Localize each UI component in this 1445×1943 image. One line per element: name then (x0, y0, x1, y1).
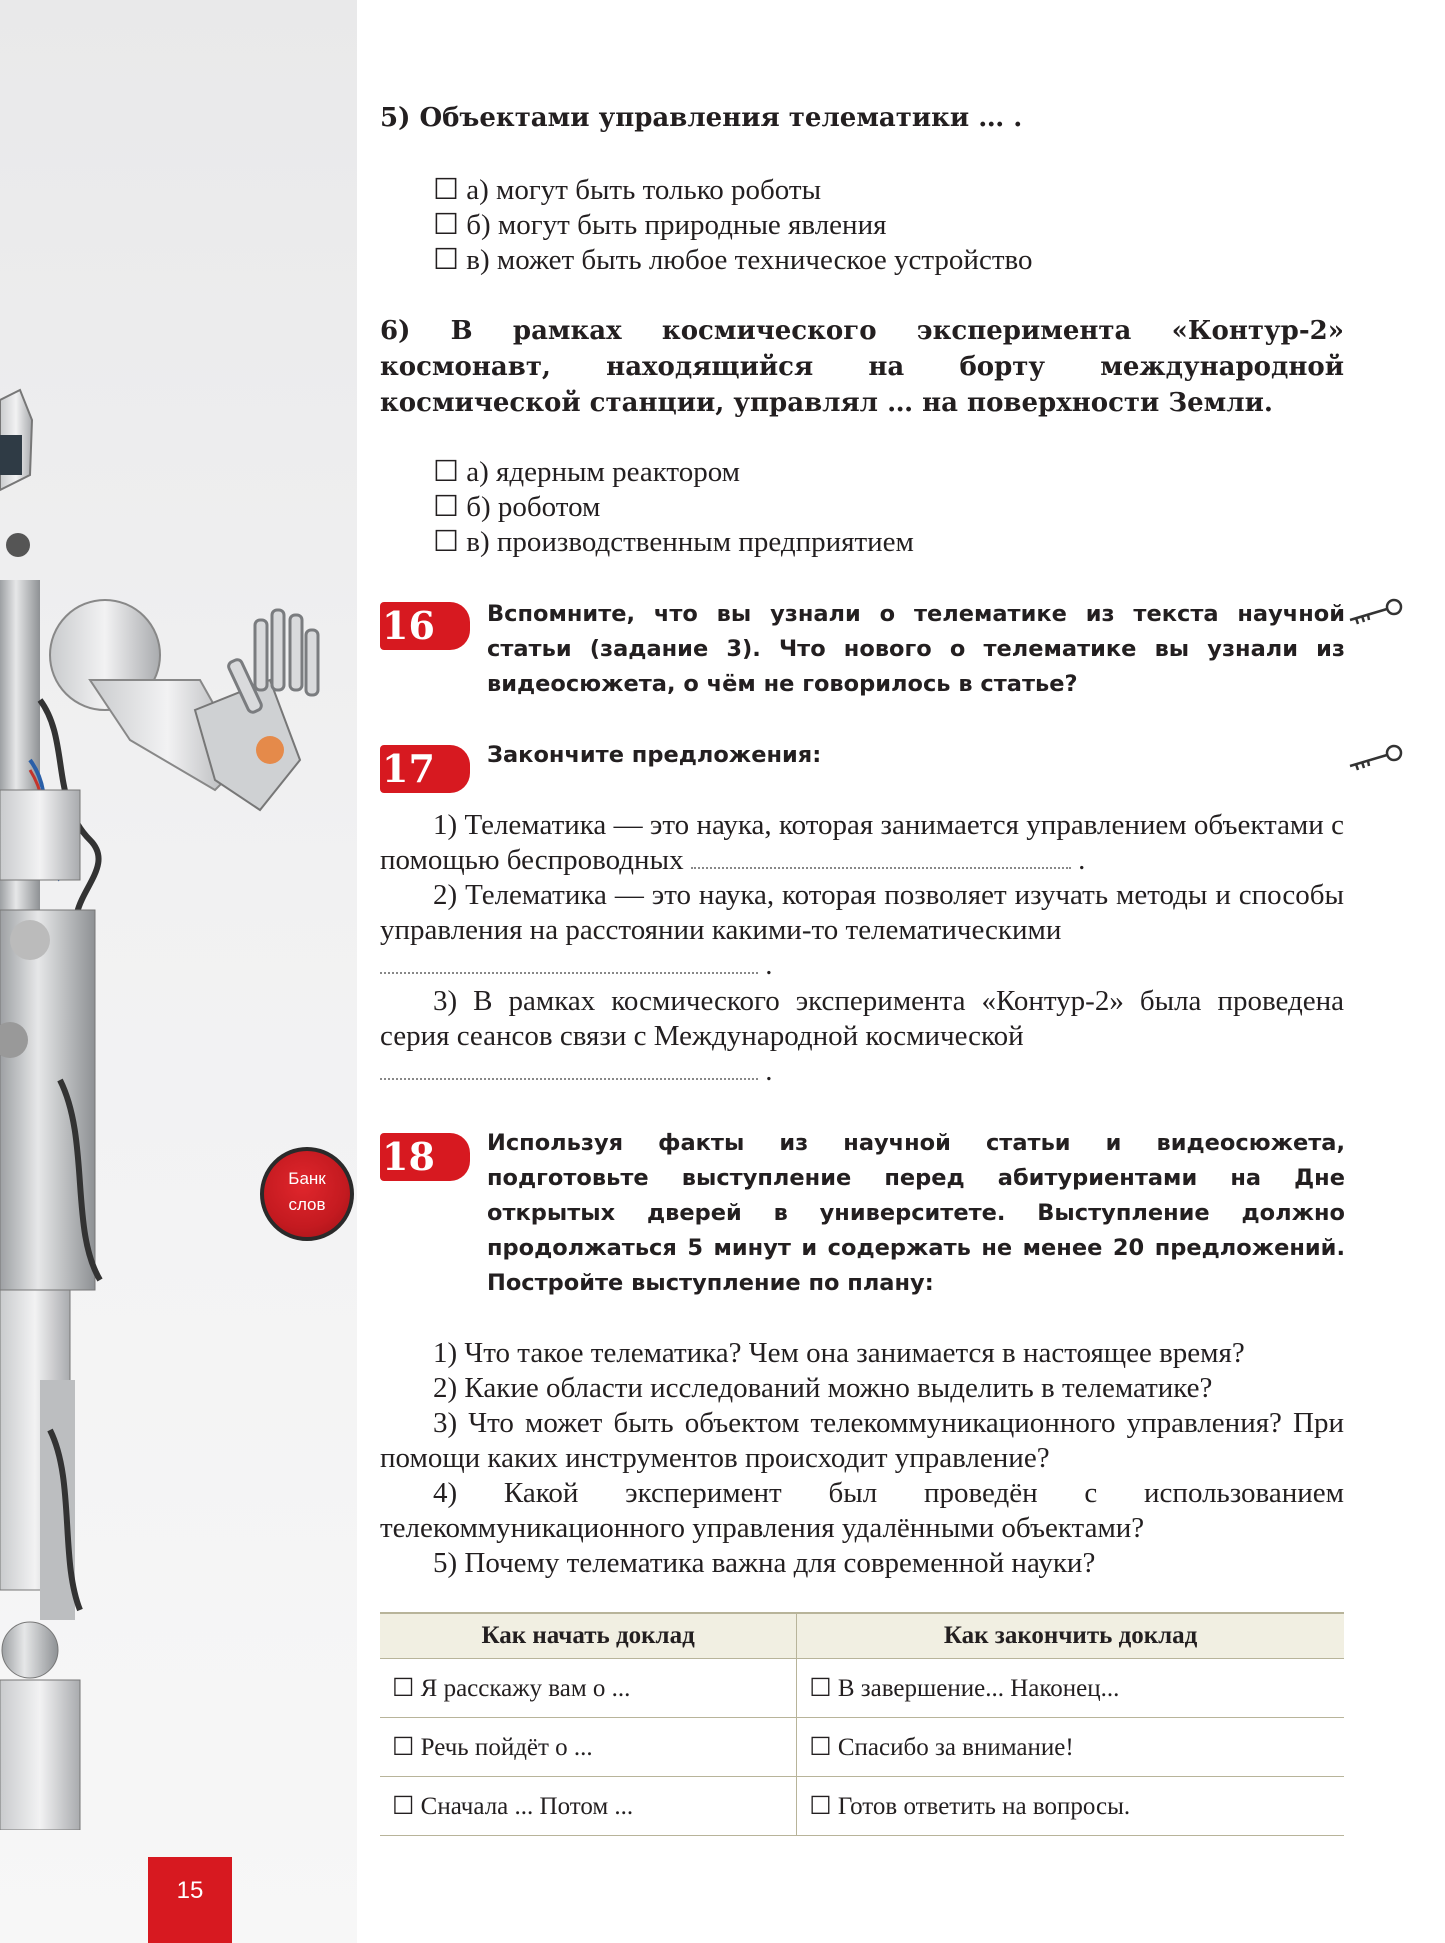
task-17-text: Закончите предложения: (487, 742, 822, 768)
question-6-title: 6) В рамках космического эксперимента «Контур-2» космонавт, находящийся на борту международной космической станции, управлял … на поверхности Земли. (380, 316, 1344, 418)
key-icon (1346, 744, 1404, 772)
table-cell-start[interactable]: ☐ Речь пойдёт о ... (380, 1718, 797, 1777)
plan-item-5: 5) Почему телематика важна для современной науки? (433, 1547, 1096, 1579)
bank-label-line1: Банк (288, 1169, 326, 1188)
table-cell-end[interactable]: ☐ Спасибо за внимание! (797, 1718, 1344, 1777)
key-icon (1346, 598, 1404, 626)
q6-option-b[interactable]: ☐ б) роботом (433, 491, 601, 523)
sentence-2-dot: . (765, 949, 773, 981)
page-number-box (148, 1857, 232, 1943)
sentence-3-blank-line (380, 1054, 773, 1089)
table-header-end: Как закончить доклад (797, 1613, 1344, 1659)
robot-illustration (0, 380, 420, 1830)
task-17-badge: 17 (380, 745, 470, 793)
sentence-1-text: 1) Телематика — это наука, которая занимается управлением объектами с помощью беспроводных (380, 809, 1344, 876)
plan-item-4: 4) Какой эксперимент был проведён с использованием телекоммуникационного управления удалёнными объектами? (380, 1477, 1344, 1544)
sentence-2-text: 2) Телематика — это наука, которая позволяет изучать методы и способы управления на расстоянии какими-то телематическими (380, 879, 1344, 946)
plan-item-2: 2) Какие области исследований можно выделить в телематике? (433, 1372, 1213, 1404)
bank-label-line2: слов (288, 1195, 326, 1214)
task-16-text: Вспомните, что вы узнали о телематике из текста научной статьи (задание 3). Что нового о телематике вы узнали из видеосюжета, о чём не говорилось в статье? (487, 601, 1345, 697)
table-row (380, 1777, 1344, 1836)
phrases-table (380, 1612, 1344, 1836)
sentence-2-blank[interactable] (380, 971, 758, 974)
sentence-3 (380, 984, 1344, 1054)
q5-option-a[interactable]: ☐ а) могут быть только роботы (433, 174, 822, 206)
table-row (380, 1659, 1344, 1718)
page-number: 15 (176, 1877, 204, 1904)
sentence-3-text: 3) В рамках космического эксперимента «Контур-2» была проведена серия сеансов связи с Международной космической (380, 985, 1344, 1052)
sentence-1 (380, 808, 1344, 878)
table-cell-end[interactable]: ☐ Готов ответить на вопросы. (797, 1777, 1344, 1836)
sentence-3-dot: . (765, 1055, 773, 1087)
plan-item-1: 1) Что такое телематика? Чем она занимается в настоящее время? (433, 1337, 1245, 1369)
sentence-2-blank-line (380, 948, 773, 983)
table-header-start: Как начать доклад (380, 1613, 797, 1659)
table-cell-start[interactable]: ☐ Я расскажу вам о ... (380, 1659, 797, 1718)
sentence-2 (380, 878, 1344, 948)
q6-option-c[interactable]: ☐ в) производственным предприятием (433, 526, 914, 558)
q6-option-a[interactable]: ☐ а) ядерным реактором (433, 456, 740, 488)
sentence-1-dot: . (1078, 844, 1086, 876)
task-18-badge: 18 (380, 1133, 470, 1181)
q5-option-b[interactable]: ☐ б) могут быть природные явления (433, 209, 887, 241)
task-18-text: Используя факты из научной статьи и видеосюжета, подготовьте выступление перед абитуриентами на Дне открытых дверей в университете. Выступление должно продолжаться 5 минут и содержать не менее 20 предложений. Постройте выступление по плану: (487, 1130, 1345, 1296)
table-cell-start[interactable]: ☐ Сначала ... Потом ... (380, 1777, 797, 1836)
word-bank-button[interactable] (260, 1147, 354, 1241)
question-5-title: 5) Объектами управления телематики … . (380, 103, 1023, 133)
plan-item-3: 3) Что может быть объектом телекоммуникационного управления? При помощи каких инструментов происходит управление? (380, 1407, 1344, 1474)
table-cell-end[interactable]: ☐ В завершение... Наконец... (797, 1659, 1344, 1718)
q5-option-c[interactable]: ☐ в) может быть любое техническое устройство (433, 244, 1033, 276)
task-16-badge: 16 (380, 602, 470, 650)
table-header-row (380, 1613, 1344, 1659)
table-row (380, 1718, 1344, 1777)
sentence-3-blank[interactable] (380, 1077, 758, 1080)
sentence-1-blank[interactable] (691, 866, 1071, 869)
